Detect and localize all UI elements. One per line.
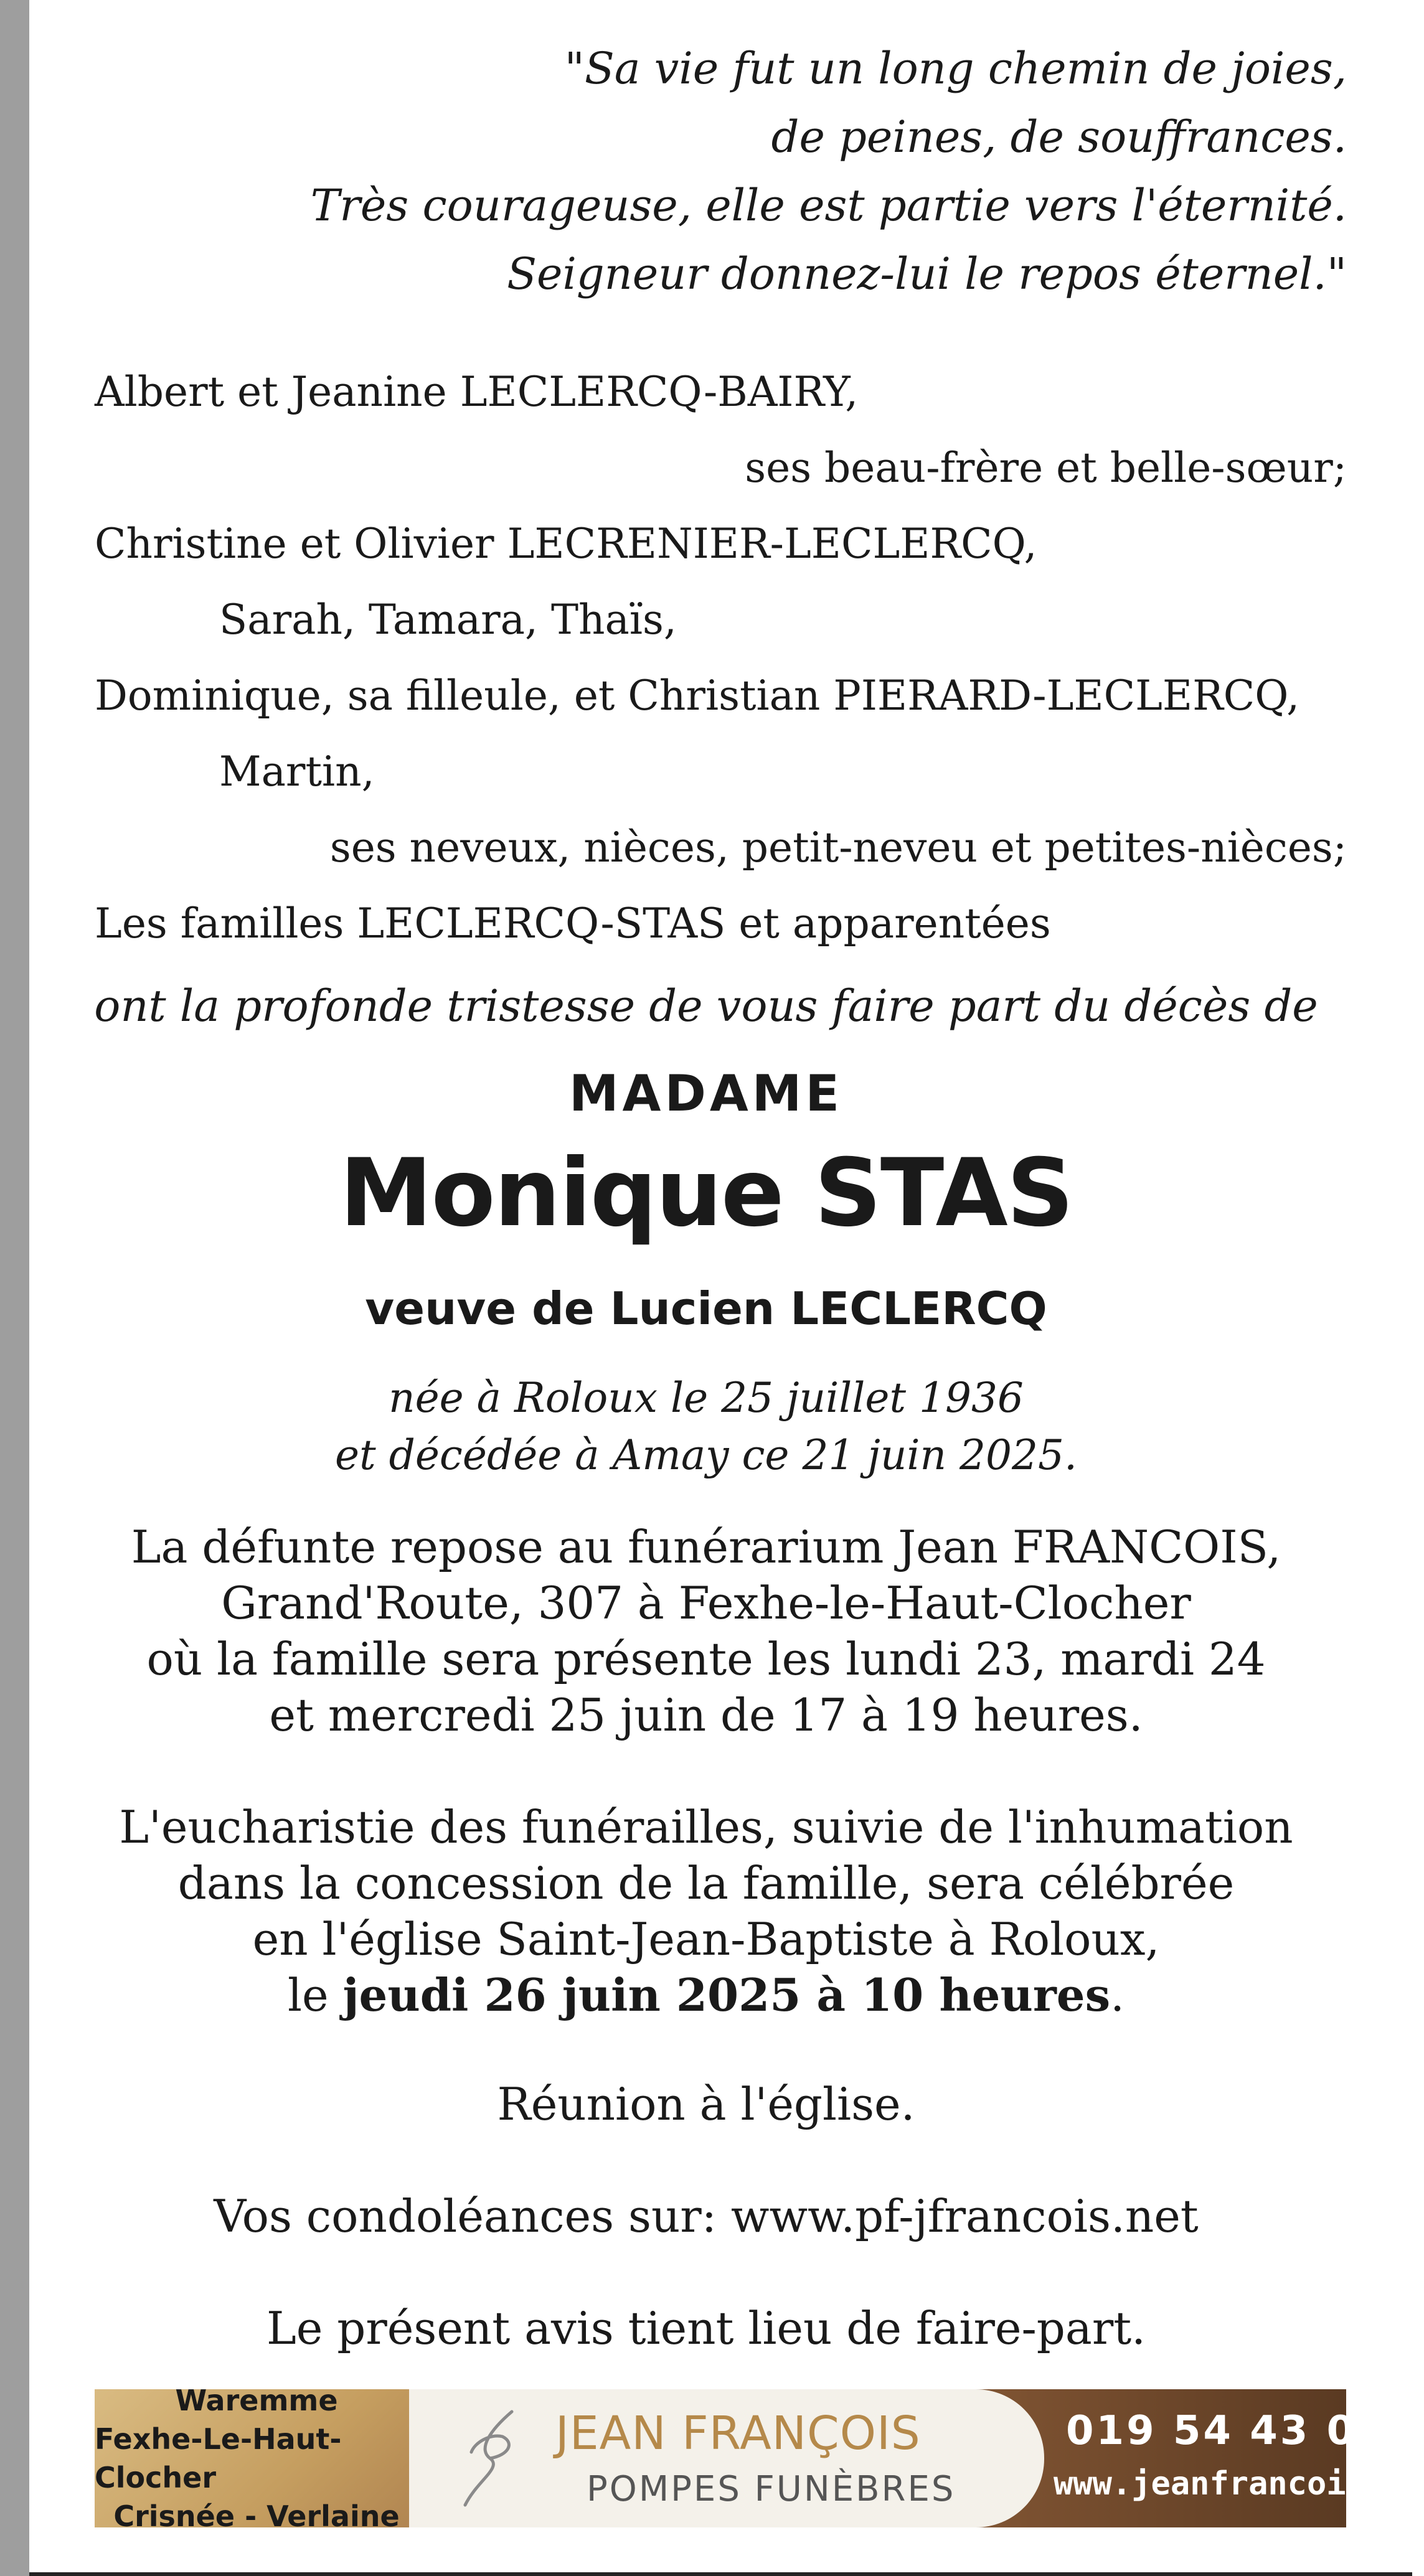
visitation-line: La défunte repose au funérarium Jean FRANCOIS, — [131, 1521, 1281, 1573]
quote-line: "Sa vie fut un long chemin de joies, — [564, 43, 1347, 94]
visitation-line: où la famille sera présente les lundi 23, mardi 24 — [146, 1633, 1266, 1685]
funeral-line: dans la concession de la famille, sera célébrée — [177, 1857, 1235, 1909]
banner-locations — [95, 2384, 418, 2533]
family-line: Les familles LECLERCQ-STAS et apparentées — [95, 900, 1051, 947]
visitation-line: et mercredi 25 juin de 17 à 19 heures. — [269, 1689, 1143, 1741]
website-link[interactable]: www.jeanfrancois.be — [1054, 2465, 1424, 2503]
quote-line: Très courageuse, elle est partie vers l'éternité. — [310, 180, 1347, 231]
funeral-line: en l'église Saint-Jean-Baptiste à Roloux, — [252, 1913, 1160, 1965]
visitation-info — [0, 1519, 1412, 1743]
quote-line: Seigneur donnez-lui le repos éternel." — [507, 248, 1347, 299]
brand-name: JEAN FRANÇOIS — [555, 2407, 921, 2460]
brand-subtitle: POMPES FUNÈBRES — [587, 2469, 956, 2509]
banner-location: Waremme — [175, 2384, 338, 2417]
reunion-note: Réunion à l'église. — [497, 2078, 915, 2130]
notice-statement: Le présent avis tient lieu de faire-part. — [266, 2302, 1146, 2354]
condolences-link: Vos condoléances sur: www.pf-jfrancois.net — [214, 2190, 1199, 2242]
phone-number: 019 54 43 06 — [1066, 2408, 1387, 2454]
family-relation: ses neveux, nièces, petit-neveu et petites-nièces; — [329, 824, 1347, 872]
funeral-date-prefix: le — [287, 1969, 343, 2021]
family-line: Martin, — [219, 748, 375, 796]
funeral-date: jeudi 26 juin 2025 à 10 heures — [342, 1968, 1111, 2021]
family-line: Christine et Olivier LECRENIER-LECLERCQ, — [95, 520, 1037, 568]
banner-location: Crisnée - Verlaine — [113, 2499, 400, 2533]
funeral-info — [0, 1799, 1412, 2023]
banner-location: Fexhe-Le-Haut-Clocher — [95, 2422, 342, 2494]
death-line: et décédée à Amay ce 21 juin 2025. — [335, 1431, 1077, 1479]
visitation-line: Grand'Route, 307 à Fexhe-le-Haut-Clocher — [221, 1577, 1191, 1629]
funeral-date-line — [0, 1967, 1412, 2023]
family-line: Sarah, Tamara, Thaïs, — [219, 596, 677, 644]
funeral-line: L'eucharistie des funérailles, suivie de l'inhumation — [119, 1801, 1293, 1853]
signature-logo-icon — [453, 2405, 527, 2511]
quote-block — [164, 34, 1347, 308]
funeral-date-suffix: . — [1110, 1969, 1125, 2021]
honorific-title: MADAME — [568, 1065, 844, 1122]
announcement-intro: ont la profonde tristesse de vous faire part du décès de — [94, 980, 1318, 1032]
family-line: Albert et Jeanine LECLERCQ-BAIRY, — [95, 368, 859, 416]
funeral-home-banner — [95, 2384, 1424, 2533]
birth-line: née à Roloux le 25 juillet 1936 — [389, 1374, 1024, 1422]
quote-line: de peines, de souffrances. — [771, 111, 1347, 162]
widow-line: veuve de Lucien LECLERCQ — [365, 1282, 1047, 1335]
family-relation: ses beau-frère et belle-sœur; — [745, 444, 1347, 492]
family-line: Dominique, sa filleule, et Christian PIERARD-LECLERCQ, — [95, 672, 1300, 720]
deceased-name: Monique STAS — [339, 1139, 1073, 1248]
life-dates — [0, 1370, 1412, 1484]
